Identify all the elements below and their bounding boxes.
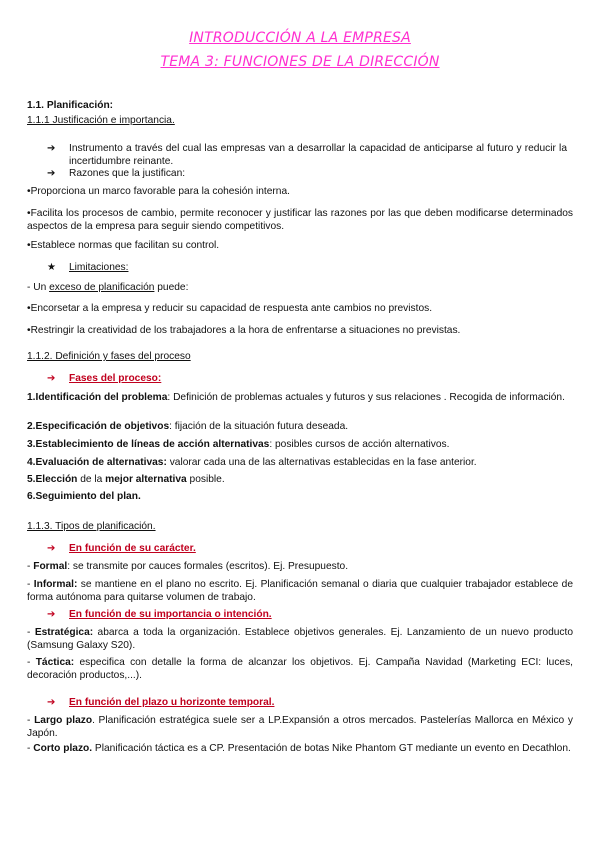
arrow-icon: ➔ [47,168,56,179]
phase-item: 6.Seguimiento del plan. [27,491,141,502]
type-item-short-term: - Corto plazo. Planificación táctica es a CP. Presentación de botas Nike Phantom GT mediante un evento en Decathlon. [27,743,571,754]
reason-item: •Establece normas que facilitan su control. [27,240,220,251]
arrow-item-instrumento: ➔ Instrumento a través del cual las empresas van a desarrollar la capacidad de anticiparse al futuro y reducir la incertidumbre reinante. [47,143,567,167]
limitations-label: ★ Limitaciones: [47,262,129,273]
term-label: ➔ En función del plazo u horizonte temporal. [47,697,275,708]
character-label: ➔ En función de su carácter. [47,543,196,554]
arrow-item-razones: ➔ Razones que la justifican: [47,168,186,179]
arrow-icon: ➔ [47,609,56,620]
type-item-informal: - Informal: se mantiene en el plano no escrito. Ej. Planificación semanal o diaria que cualquier trabajador establece de forma autónoma para quitarse volumen de trabajo. [27,579,573,603]
arrow-icon: ➔ [47,373,56,384]
limitation-item: •Encorsetar a la empresa y reducir su capacidad de respuesta ante cambios no previstos. [27,303,433,314]
importance-label: ➔ En función de su importancia o intención. [47,609,272,620]
arrow-icon: ➔ [47,543,56,554]
reason-item: •Proporciona un marco favorable para la cohesión interna. [27,186,290,197]
arrow-icon: ➔ [47,697,56,708]
document-subtitle: TEMA 3: FUNCIONES DE LA DIRECCIÓN [160,54,440,70]
phase-item: 3.Establecimiento de líneas de acción alternativas: posibles cursos de acción alternativos. [27,439,450,450]
type-item-tactic: - Táctica: especifica con detalle la forma de alcanzar los objetivos. Ej. Campaña Navidad (Marketing ECI: luces, decoración productos,...). [27,657,574,681]
phase-item: 1.Identificación del problema: Definición de problemas actuales y futuros y sus relaciones . Recogida de información. [27,392,565,403]
phase-item: 2.Especificación de objetivos: fijación de la situación futura deseada. [27,421,349,432]
subsection-definicion: 1.1.2. Definición y fases del proceso [27,351,191,362]
type-item-long-term: - Largo plazo. Planificación estratégica suele ser a LP.Expansión a otros mercados. Pastelerías Mallorca en México y Japón. [27,715,573,739]
subsection-tipos: 1.1.3. Tipos de planificación. [27,521,156,532]
phase-item: 4.Evaluación de alternativas: valorar cada una de las alternativas establecidas en la fase anterior. [27,457,477,468]
type-item-strategic: - Estratégica: abarca a toda la organización. Establece objetivos generales. Ej. Lanzamiento de un nuevo producto (Samsung Galaxy S20). [27,627,573,651]
type-item-formal: - Formal: se transmite por cauces formales (escritos). Ej. Presupuesto. [27,561,349,572]
limitation-item: •Restringir la creatividad de los trabajadores a la hora de enfrentarse a situaciones no previstas. [27,325,461,336]
star-icon: ★ [47,262,57,273]
excess-line: - Un exceso de planificación puede: [27,282,189,293]
arrow-icon: ➔ [47,143,56,154]
document-title: INTRODUCCIÓN A LA EMPRESA [189,30,411,46]
phases-label: ➔ Fases del proceso: [47,373,162,384]
subsection-justificacion: 1.1.1 Justificación e importancia. [27,115,175,126]
phase-item: 5.Elección de la mejor alternativa posible. [27,474,225,485]
section-heading-planificacion: 1.1. Planificación: [27,100,114,111]
reason-item: •Facilita los procesos de cambio, permite reconocer y justificar las razones por las que deben modificarse determinados aspectos de la empresa para seguir siendo competitivos. [27,208,573,232]
